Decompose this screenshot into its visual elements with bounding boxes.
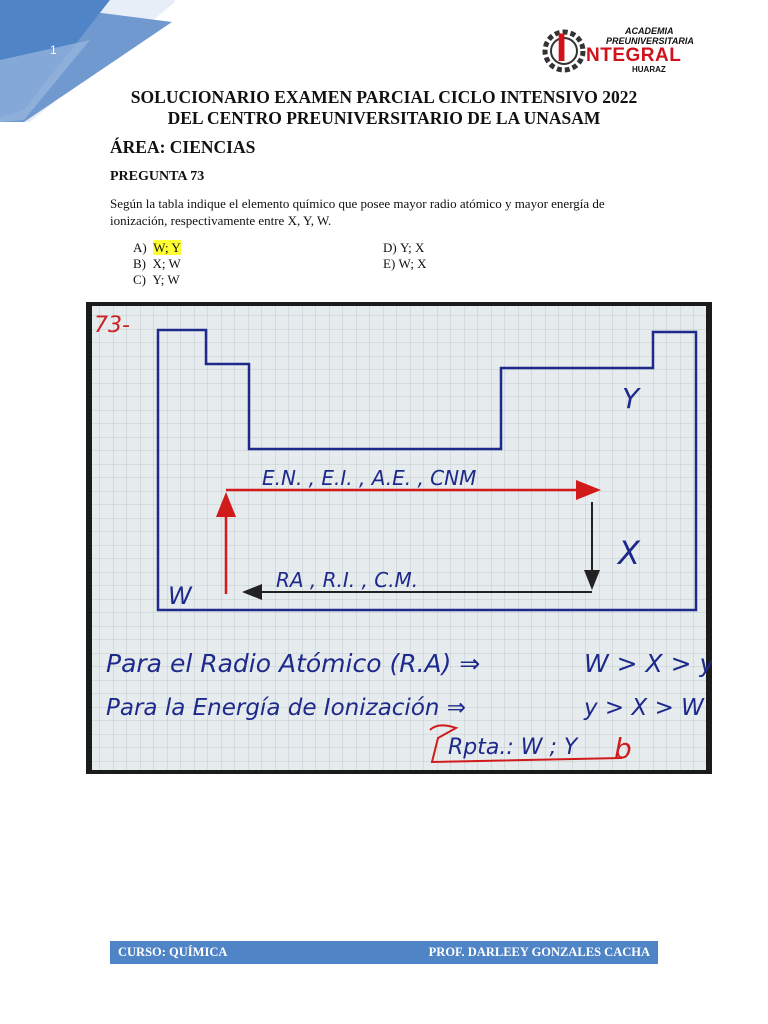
option-key: E)	[383, 256, 396, 271]
line1-prefix: Para el Radio Atómico (R.A) ⇒	[106, 649, 481, 678]
area-heading: ÁREA: CIENCIAS	[110, 137, 256, 157]
answer-mark: b	[614, 732, 632, 765]
option-a	[133, 240, 181, 256]
logo-line2: PREUNIVERSITARIA	[606, 36, 694, 46]
option-text-highlighted: W; Y	[153, 240, 181, 255]
answer-text: Rpta.: W ; Y	[448, 735, 578, 760]
top-arrow-label: E.N. , E.I. , A.E. , CNM	[262, 466, 477, 490]
line2-result: y > X > W	[584, 695, 704, 721]
title-line-2: DEL CENTRO PREUNIVERSITARIO DE LA UNASAM	[167, 108, 601, 128]
label-y: Y	[622, 382, 640, 415]
line1-result: W > X > y	[584, 649, 712, 678]
title-line-1: SOLUCIONARIO EXAMEN PARCIAL CICLO INTENSIVO 2022	[130, 87, 638, 107]
option-d	[383, 240, 424, 256]
line2-prefix: Para la Energía de Ionización ⇒	[106, 695, 467, 721]
option-c	[133, 272, 180, 288]
option-key: A)	[133, 240, 147, 255]
option-text: W; X	[398, 256, 427, 271]
option-b	[133, 256, 181, 272]
label-w: W	[168, 582, 192, 610]
option-text: Y; W	[152, 272, 180, 287]
logo-city: HUARAZ	[632, 65, 666, 74]
footer-bar	[110, 941, 658, 964]
option-e	[383, 256, 427, 272]
bottom-arrow-label: RA , R.I. , C.M.	[276, 568, 419, 592]
logo-brand: NTEGRAL	[586, 45, 682, 66]
problem-number: 73-	[94, 313, 130, 338]
footer-course: CURSO: QUÍMICA	[118, 945, 228, 959]
label-x: X	[618, 534, 640, 572]
page-number: 1	[50, 43, 57, 57]
solution-photo	[86, 302, 712, 774]
option-key: B)	[133, 256, 146, 271]
option-text: X; W	[152, 256, 181, 271]
logo-line1: ACADEMIA	[625, 26, 674, 36]
option-key: C)	[133, 272, 146, 287]
question-label: PREGUNTA 73	[110, 169, 205, 184]
question-text: Según la tabla indique el elemento químico que posee mayor radio atómico y mayor energía de ionización, respectivamente entre X, Y, W.	[110, 196, 605, 228]
logo-initial: I	[556, 26, 568, 70]
option-key: D)	[383, 240, 397, 255]
handwritten-solution	[86, 302, 712, 774]
option-text: Y; X	[399, 240, 425, 255]
academy-logo	[540, 22, 715, 80]
footer-professor: PROF. DARLEEY GONZALES CACHA	[428, 945, 650, 959]
